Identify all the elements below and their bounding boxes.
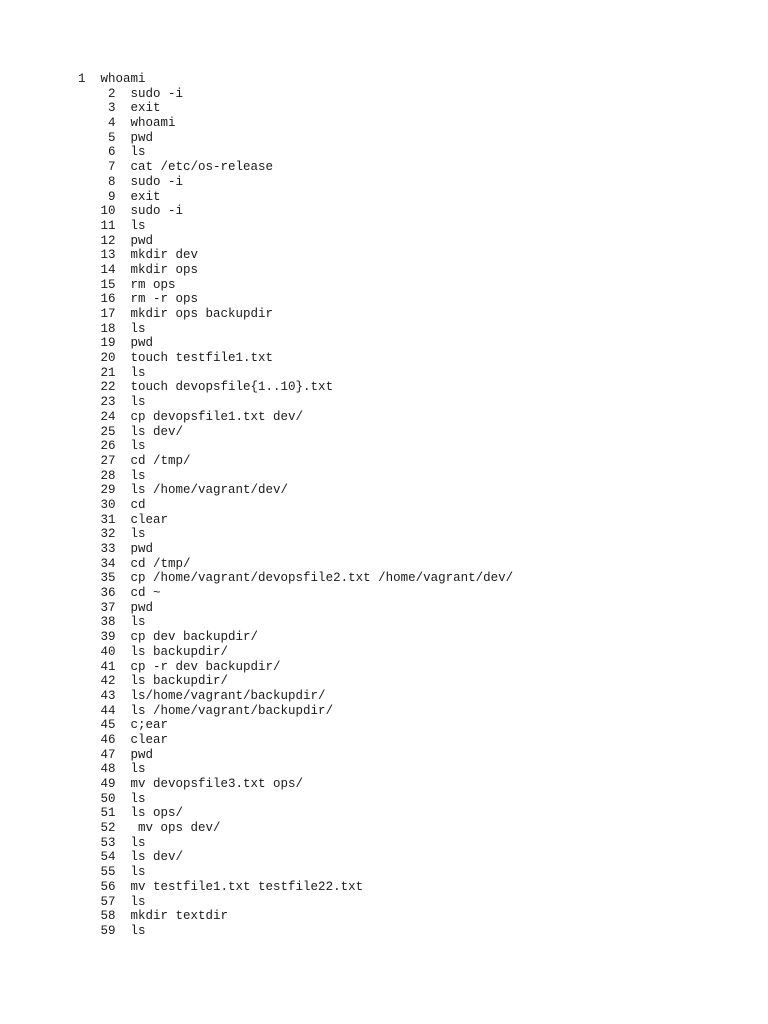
command-text: ls bbox=[130, 923, 146, 938]
history-line bbox=[78, 924, 513, 939]
command-text: mkdir dev bbox=[130, 248, 199, 263]
command-text: clear bbox=[130, 512, 169, 527]
line-number: 28 bbox=[100, 468, 116, 483]
line-number: 6 bbox=[108, 145, 116, 160]
history-line bbox=[78, 307, 513, 322]
line-number: 11 bbox=[100, 218, 116, 233]
line-number: 59 bbox=[100, 923, 116, 938]
command-text: sudo -i bbox=[130, 174, 184, 189]
history-line bbox=[78, 72, 513, 87]
history-line bbox=[78, 630, 513, 645]
line-number: 9 bbox=[108, 189, 116, 204]
line-number: 40 bbox=[100, 644, 116, 659]
command-text: mv testfile1.txt testfile22.txt bbox=[130, 879, 364, 894]
history-line bbox=[78, 101, 513, 116]
history-line bbox=[78, 87, 513, 102]
command-text: mkdir ops bbox=[130, 262, 199, 277]
command-text: pwd bbox=[130, 233, 154, 248]
history-line bbox=[78, 278, 513, 293]
line-number: 51 bbox=[100, 806, 116, 821]
command-text: cat /etc/os-release bbox=[130, 160, 274, 175]
command-text: cp /home/vagrant/devopsfile2.txt /home/vagrant/dev/ bbox=[130, 571, 514, 586]
history-line bbox=[78, 145, 513, 160]
history-line bbox=[78, 263, 513, 278]
command-text: ls bbox=[130, 321, 146, 336]
command-text: mv devopsfile3.txt ops/ bbox=[130, 777, 304, 791]
line-number: 32 bbox=[100, 527, 116, 542]
history-line bbox=[78, 762, 513, 777]
history-line bbox=[78, 645, 513, 660]
line-number: 35 bbox=[100, 571, 116, 586]
command-text: ls dev/ bbox=[130, 850, 184, 865]
line-number: 21 bbox=[100, 365, 116, 380]
history-line bbox=[78, 542, 513, 557]
command-text: ls/home/vagrant/backupdir/ bbox=[130, 688, 326, 703]
command-text: ls dev/ bbox=[130, 424, 184, 439]
history-line bbox=[78, 322, 513, 337]
command-text: ls bbox=[130, 365, 146, 380]
command-text: ls bbox=[130, 791, 146, 806]
command-text: ls /home/vagrant/backupdir/ bbox=[130, 703, 334, 718]
history-line bbox=[78, 660, 513, 675]
command-text: cd /tmp/ bbox=[130, 556, 191, 571]
line-number: 29 bbox=[100, 483, 116, 498]
line-number: 16 bbox=[100, 292, 116, 307]
history-line bbox=[78, 425, 513, 440]
history-line bbox=[78, 527, 513, 542]
history-line bbox=[78, 880, 513, 895]
command-text: ls bbox=[130, 145, 146, 160]
history-line bbox=[78, 513, 513, 528]
history-line bbox=[78, 909, 513, 924]
command-text: ls bbox=[130, 218, 146, 233]
history-line bbox=[78, 865, 513, 880]
command-text: ls bbox=[130, 439, 146, 454]
line-number: 57 bbox=[100, 894, 116, 909]
line-number: 54 bbox=[100, 850, 116, 865]
line-number: 33 bbox=[100, 542, 116, 556]
history-line bbox=[78, 601, 513, 616]
line-number: 12 bbox=[100, 233, 116, 248]
history-line bbox=[78, 175, 513, 190]
line-number: 34 bbox=[100, 556, 116, 571]
command-text: ls backupdir/ bbox=[130, 644, 229, 659]
command-text: sudo -i bbox=[130, 204, 184, 219]
history-line bbox=[78, 395, 513, 410]
line-number: 19 bbox=[100, 336, 116, 351]
command-text: pwd bbox=[130, 130, 154, 145]
history-line bbox=[78, 116, 513, 131]
history-line bbox=[78, 454, 513, 469]
line-number: 25 bbox=[100, 424, 116, 439]
line-number: 10 bbox=[100, 204, 116, 219]
command-text: cd ~ bbox=[130, 586, 161, 601]
history-line bbox=[78, 748, 513, 763]
command-text: c;ear bbox=[130, 718, 169, 733]
history-line bbox=[78, 292, 513, 307]
history-line bbox=[78, 469, 513, 484]
line-number: 39 bbox=[100, 630, 116, 645]
command-text: whoami bbox=[100, 72, 146, 86]
line-number: 4 bbox=[108, 116, 116, 131]
history-line bbox=[78, 689, 513, 704]
command-text: exit bbox=[130, 189, 161, 204]
history-line bbox=[78, 615, 513, 630]
history-line bbox=[78, 498, 513, 513]
history-line bbox=[78, 190, 513, 205]
history-line bbox=[78, 777, 513, 792]
line-number: 43 bbox=[100, 688, 116, 703]
line-number: 30 bbox=[100, 497, 116, 512]
line-number: 26 bbox=[100, 439, 116, 454]
line-number: 18 bbox=[100, 321, 116, 336]
line-number: 52 bbox=[100, 821, 116, 836]
history-line bbox=[78, 366, 513, 381]
line-number: 42 bbox=[100, 674, 116, 689]
history-line bbox=[78, 380, 513, 395]
history-line bbox=[78, 806, 513, 821]
command-text: ls bbox=[130, 615, 146, 630]
line-number: 23 bbox=[100, 395, 116, 410]
command-text: mkdir ops backupdir bbox=[130, 307, 274, 321]
history-line bbox=[78, 131, 513, 146]
line-number: 24 bbox=[100, 409, 116, 424]
command-text: ls /home/vagrant/dev/ bbox=[130, 483, 289, 498]
history-line bbox=[78, 836, 513, 851]
line-number: 47 bbox=[100, 747, 116, 762]
history-line bbox=[78, 219, 513, 234]
command-text: pwd bbox=[130, 600, 154, 615]
history-line bbox=[78, 204, 513, 219]
line-number: 22 bbox=[100, 380, 116, 395]
command-text: ls bbox=[130, 865, 146, 880]
command-text: clear bbox=[130, 732, 169, 747]
history-line bbox=[78, 336, 513, 351]
line-number: 41 bbox=[100, 659, 116, 674]
command-text: ls bbox=[130, 835, 146, 850]
line-number: 50 bbox=[100, 791, 116, 806]
history-line bbox=[78, 557, 513, 572]
command-history bbox=[78, 72, 513, 939]
line-number: 27 bbox=[100, 453, 116, 468]
history-line bbox=[78, 410, 513, 425]
history-line bbox=[78, 234, 513, 249]
line-number: 31 bbox=[100, 512, 116, 527]
history-line bbox=[78, 733, 513, 748]
line-number: 1 bbox=[78, 72, 86, 86]
history-line bbox=[78, 160, 513, 175]
history-line bbox=[78, 718, 513, 733]
line-number: 7 bbox=[108, 160, 116, 175]
line-number: 46 bbox=[100, 732, 116, 747]
line-number: 38 bbox=[100, 615, 116, 630]
command-text: pwd bbox=[130, 336, 154, 351]
command-text: rm ops bbox=[130, 277, 176, 292]
command-text: cd bbox=[130, 497, 146, 512]
command-text: ls ops/ bbox=[130, 806, 184, 821]
command-text: ls bbox=[130, 395, 146, 410]
command-text: cp -r dev backupdir/ bbox=[130, 659, 281, 674]
history-line bbox=[78, 248, 513, 263]
command-text: ls bbox=[130, 894, 146, 909]
command-text: exit bbox=[130, 101, 161, 116]
command-text: cp devopsfile1.txt dev/ bbox=[130, 409, 304, 424]
line-number: 13 bbox=[100, 248, 116, 263]
line-number: 14 bbox=[100, 262, 116, 277]
history-line bbox=[78, 850, 513, 865]
command-text: mv ops dev/ bbox=[130, 821, 221, 836]
line-number: 37 bbox=[100, 600, 116, 615]
command-text: cp dev backupdir/ bbox=[130, 630, 259, 645]
history-line bbox=[78, 586, 513, 601]
history-line bbox=[78, 571, 513, 586]
line-number: 36 bbox=[100, 586, 116, 601]
command-text: ls backupdir/ bbox=[130, 674, 229, 689]
command-text: pwd bbox=[130, 747, 154, 762]
line-number: 5 bbox=[108, 130, 116, 145]
history-line bbox=[78, 483, 513, 498]
history-line bbox=[78, 439, 513, 454]
command-text: touch testfile1.txt bbox=[130, 351, 274, 366]
command-text: ls bbox=[130, 527, 146, 542]
line-number: 3 bbox=[108, 101, 116, 116]
line-number: 8 bbox=[108, 174, 116, 189]
line-number: 55 bbox=[100, 865, 116, 880]
history-line bbox=[78, 704, 513, 719]
line-number: 49 bbox=[100, 777, 116, 791]
command-text: ls bbox=[130, 762, 146, 777]
line-number: 20 bbox=[100, 351, 116, 366]
line-number: 15 bbox=[100, 277, 116, 292]
command-text: mkdir textdir bbox=[130, 909, 229, 924]
command-text: ls bbox=[130, 468, 146, 483]
history-line bbox=[78, 674, 513, 689]
line-number: 44 bbox=[100, 703, 116, 718]
line-number: 2 bbox=[108, 86, 116, 101]
line-number: 48 bbox=[100, 762, 116, 777]
history-line bbox=[78, 792, 513, 807]
command-text: pwd bbox=[130, 542, 154, 556]
command-text: whoami bbox=[130, 116, 176, 131]
line-number: 17 bbox=[100, 307, 116, 321]
command-text: rm -r ops bbox=[130, 292, 199, 307]
line-number: 45 bbox=[100, 718, 116, 733]
command-text: cd /tmp/ bbox=[130, 453, 191, 468]
command-text: sudo -i bbox=[130, 86, 184, 101]
line-number: 56 bbox=[100, 879, 116, 894]
history-line bbox=[78, 821, 513, 836]
history-line bbox=[78, 351, 513, 366]
history-line bbox=[78, 895, 513, 910]
line-number: 58 bbox=[100, 909, 116, 924]
command-text: touch devopsfile{1..10}.txt bbox=[130, 380, 334, 395]
line-number: 53 bbox=[100, 835, 116, 850]
